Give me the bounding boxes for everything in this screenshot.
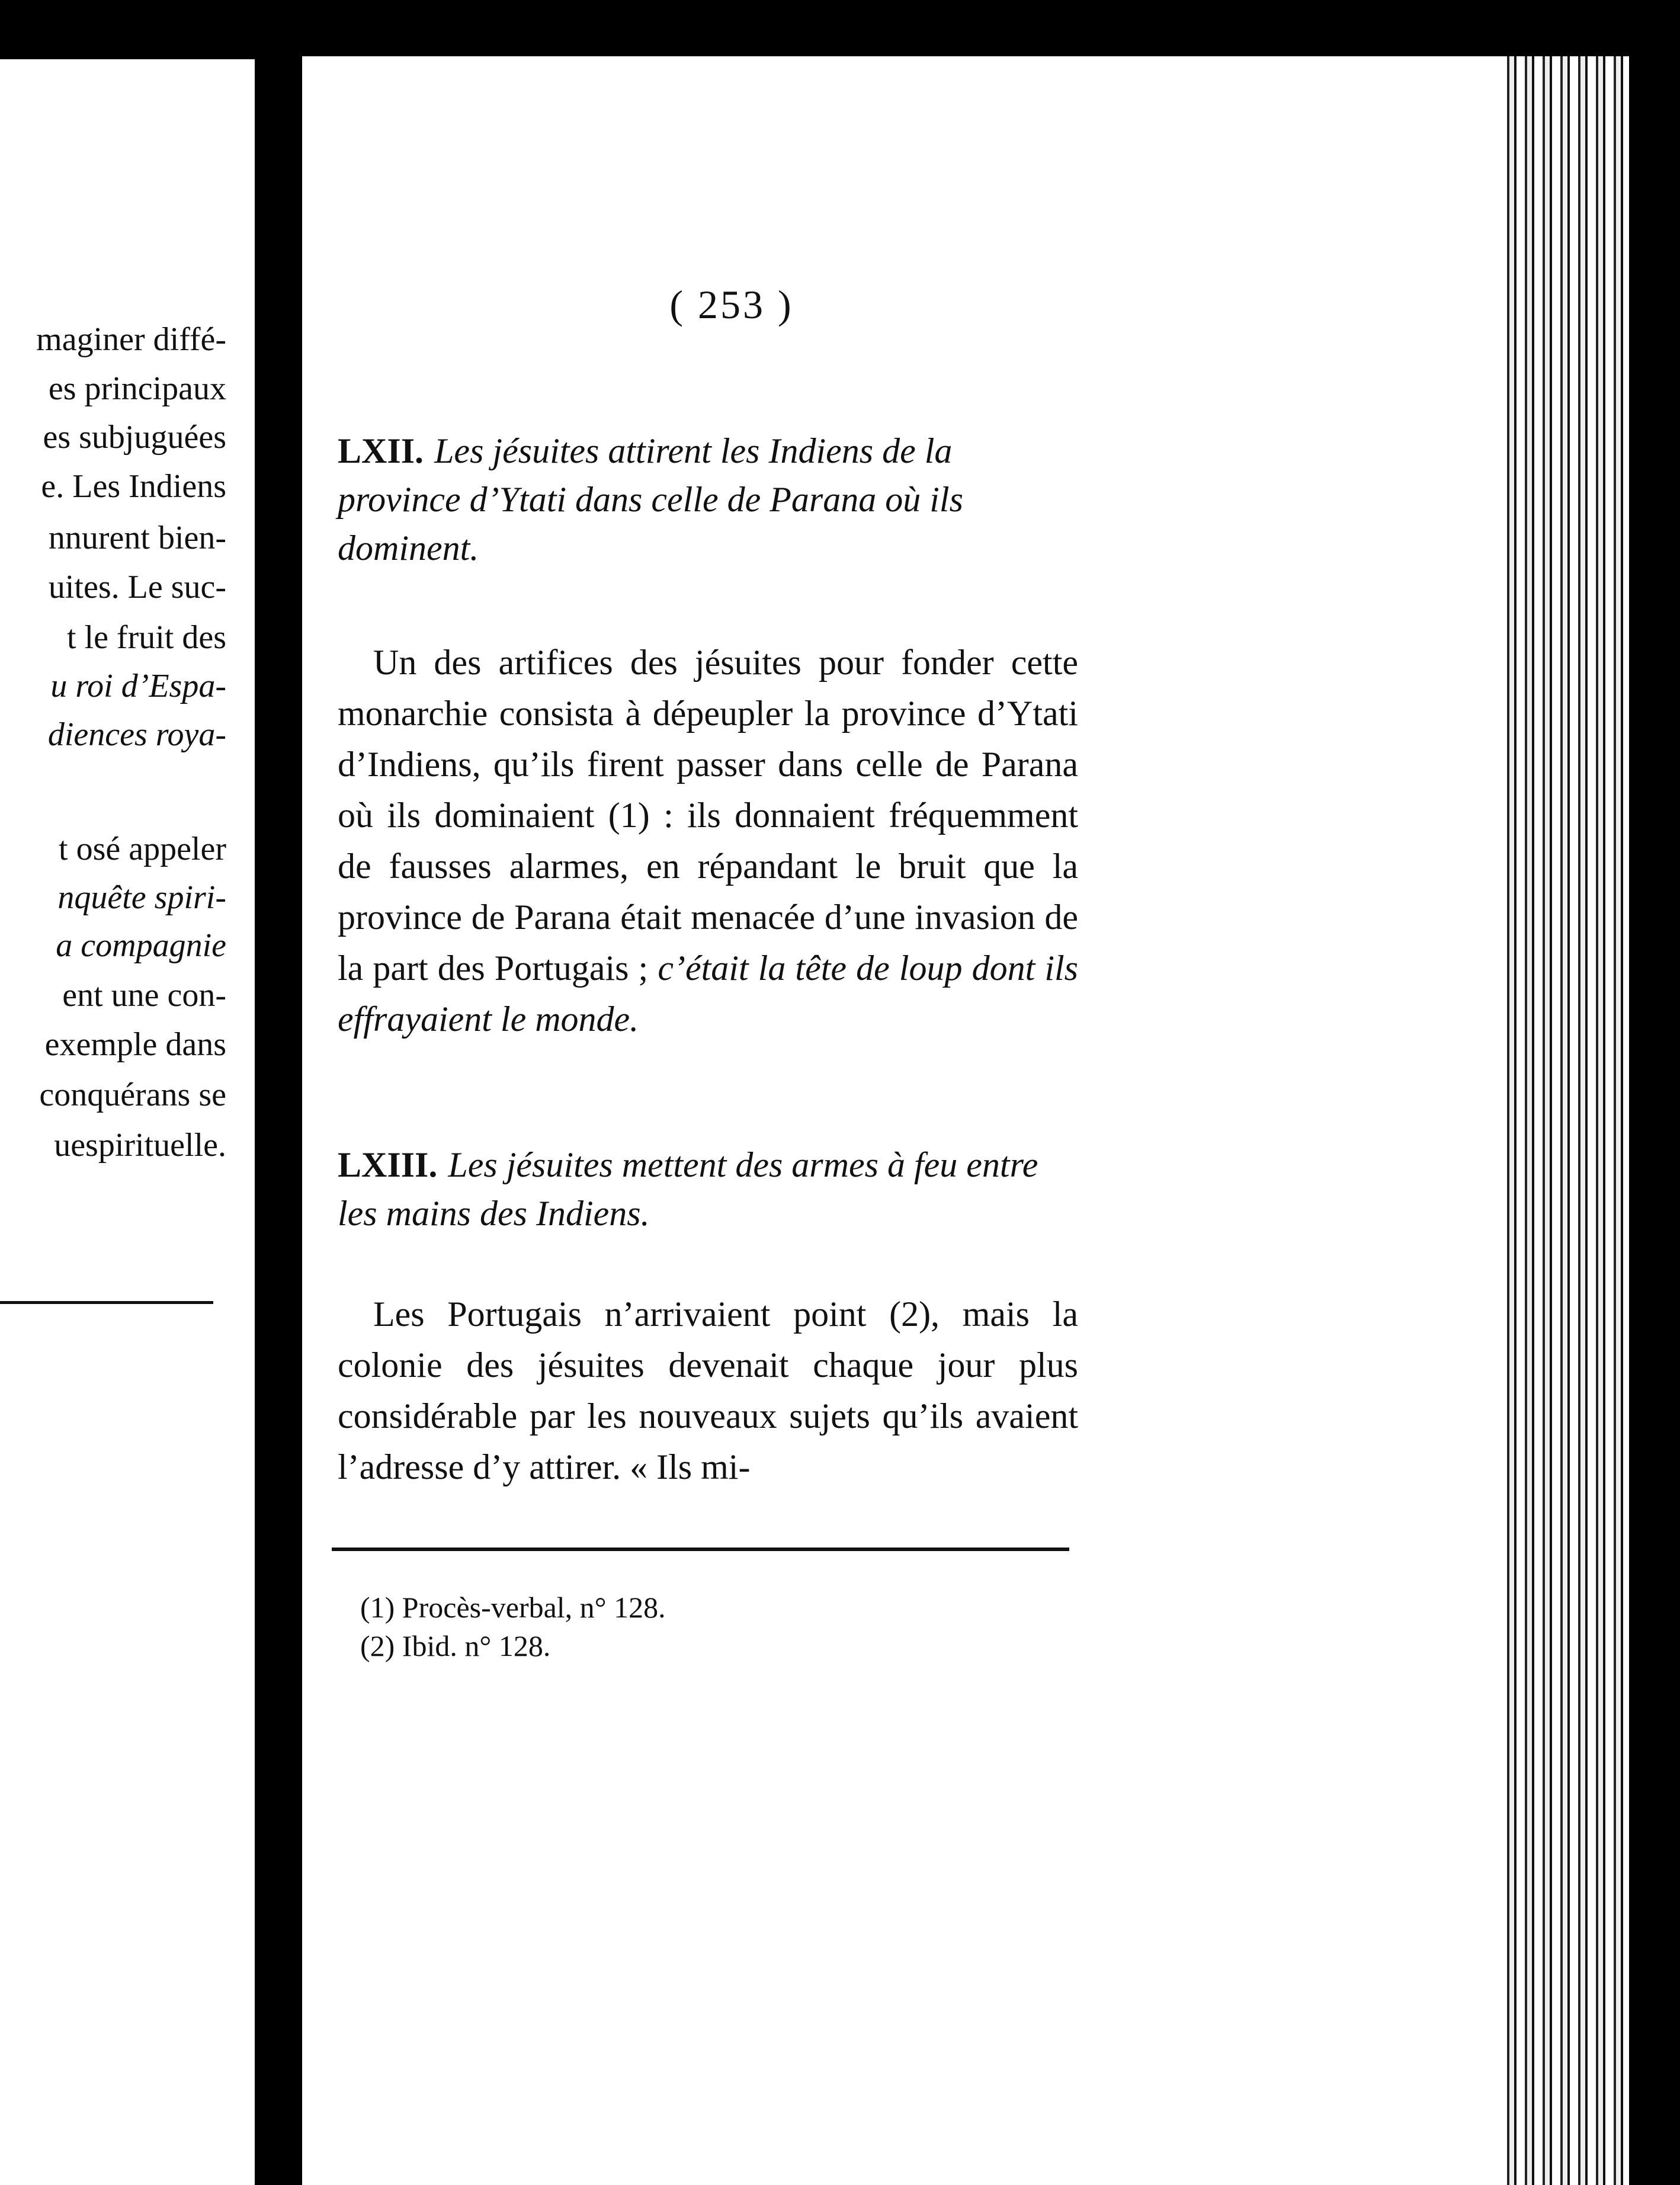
footnote-2: (2) Ibid. n° 128. (360, 1629, 551, 1662)
footnote-rule (332, 1548, 1069, 1551)
right-page (302, 56, 1499, 2185)
paragraph-1 (338, 637, 1078, 1045)
section-number: LXII. (338, 431, 424, 470)
footnote-1: (1) Procès-verbal, n° 128. (360, 1591, 666, 1624)
scan-border (1629, 0, 1680, 2185)
left-page-line: diences roya- (47, 716, 226, 753)
book-gutter (255, 0, 302, 2185)
section-heading-lxiii (338, 1140, 1078, 1238)
left-page-line: es principaux (48, 370, 226, 407)
left-page-line: u roi d’Espa- (50, 668, 226, 704)
left-page-line: a compagnie (56, 927, 226, 964)
section-number: LXIII. (338, 1145, 438, 1184)
left-page-line: conquérans se (39, 1077, 226, 1113)
left-page-line: exemple dans (44, 1026, 226, 1063)
paragraph-2 (338, 1289, 1078, 1492)
left-page-line: e. Les Indiens (41, 468, 226, 505)
section-title: Les jésuites mettent des armes à feu entre les mains des Indiens. (338, 1145, 1038, 1233)
left-page-line: es subjuguées (43, 419, 226, 456)
left-page-line: t le fruit des (66, 619, 226, 656)
left-page-line: maginer diffé- (36, 321, 226, 358)
left-page-line: t osé appeler (59, 831, 226, 867)
paragraph-text: Un des artifices des jésuites pour fonder cette monarchie consista à dépeupler la province d’Ytati d’Indiens, qu’ils firent passer dans celle de Parana où ils dominaient (1) : ils donnaient fréquemment de fausses alarmes, en répandant le bruit que la province de Parana était menacée d’une invasion de la part des Portugais ; (338, 643, 1078, 988)
section-title: Les jésuites attirent les Indiens de la province d’Ytati dans celle de Parana où ils dominent. (338, 431, 963, 568)
paragraph-italic-text: c’était la tête de loup dont ils effrayaient le monde. (338, 949, 1079, 1039)
left-page-line: nnurent bien- (48, 520, 226, 556)
page-number: ( 253 ) (669, 282, 794, 327)
left-page-line: uites. Le suc- (48, 569, 226, 605)
page-edges (1499, 56, 1629, 2185)
left-page-line: uespirituelle. (54, 1127, 226, 1164)
paragraph-text: Les Portugais n’arrivaient point (2), mais la colonie des jésuites devenait chaque jour plus considérable par les nouveaux sujets qu’ils avaient l’adresse d’y attirer. « Ils mi- (338, 1295, 1078, 1486)
left-page-line: nquête spiri- (57, 879, 226, 916)
left-page-rule (0, 1301, 213, 1304)
left-page-line: ent une con- (62, 977, 226, 1014)
left-page (0, 59, 255, 2185)
section-heading-lxii (338, 427, 1078, 572)
